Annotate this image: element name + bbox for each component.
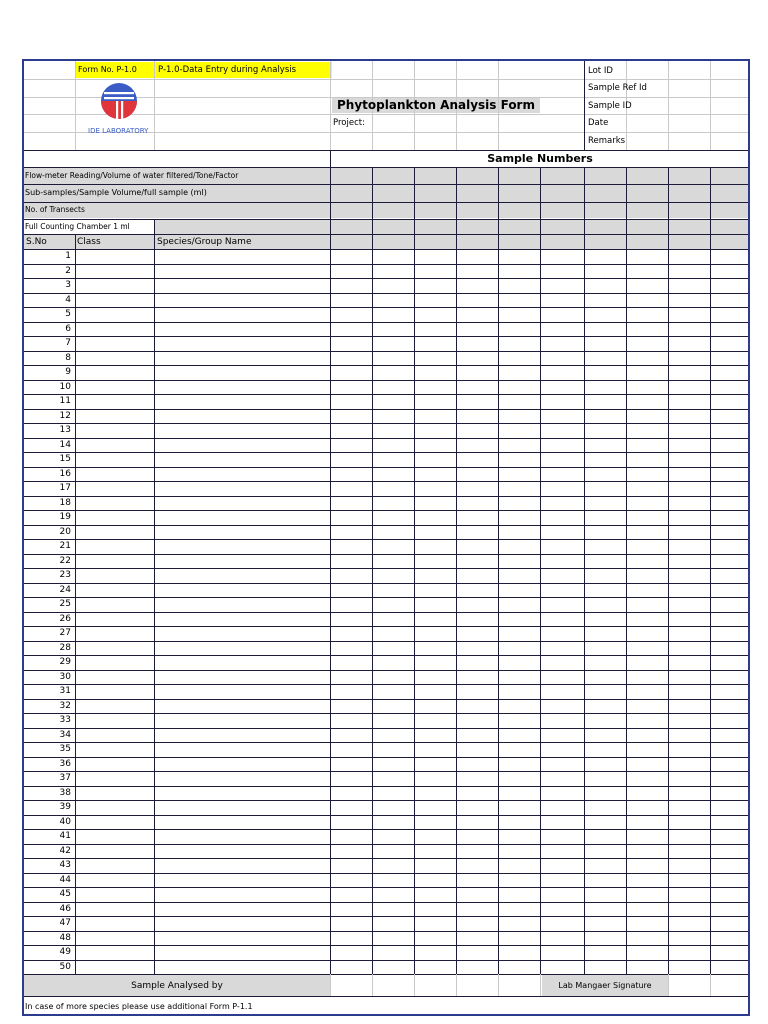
row-number: 2 [65, 266, 71, 276]
row-number: 11 [59, 396, 71, 406]
right-field-2: Sample ID [588, 101, 632, 111]
row-number: 14 [59, 440, 71, 450]
row-number: 38 [59, 788, 71, 798]
grid-line-h [24, 858, 748, 859]
grid-line-v [498, 974, 499, 996]
grid-line-v [154, 220, 155, 974]
row-number: 28 [59, 643, 71, 653]
grid-line-h [24, 800, 748, 801]
grid-line-h [24, 742, 748, 743]
row-number: 23 [59, 570, 71, 580]
phytoplankton-form [22, 59, 750, 1016]
grid-line-h [24, 264, 748, 265]
row-number: 19 [59, 512, 71, 522]
row-number: 30 [59, 672, 71, 682]
grid-line-h [24, 510, 748, 511]
grid-line-h [24, 626, 748, 627]
row-number: 43 [59, 860, 71, 870]
row-number: 16 [59, 469, 71, 479]
grid-line-h [24, 351, 748, 352]
grid-line-v [330, 150, 331, 167]
row-number: 32 [59, 701, 71, 711]
row-number: 17 [59, 483, 71, 493]
row-number: 25 [59, 599, 71, 609]
grid-line-v [540, 167, 541, 974]
grid-line-v [75, 234, 76, 974]
row-number: 22 [59, 556, 71, 566]
row-number: 50 [59, 962, 71, 972]
grid-line-h [24, 365, 748, 366]
grid-line-h [24, 322, 748, 323]
grid-line-v [584, 167, 585, 974]
grid-line-v [584, 61, 585, 150]
grid-line-h [24, 974, 748, 975]
right-field-0: Lot ID [588, 66, 613, 76]
grid-line-h [24, 771, 748, 772]
row-number: 48 [59, 933, 71, 943]
grid-line-v [668, 974, 669, 996]
grid-line-h [24, 423, 748, 424]
row-number: 37 [59, 773, 71, 783]
grid-line-v [498, 167, 499, 974]
col-header-sno: S.No [26, 237, 47, 247]
row-number: 41 [59, 831, 71, 841]
grid-line-h [24, 481, 748, 482]
grid-line-v [414, 167, 415, 974]
lab-logo-icon [92, 81, 142, 125]
grid-line-v [330, 974, 331, 996]
grid-line-h [24, 996, 748, 997]
grid-line-v [668, 167, 669, 974]
grid-line-v [626, 167, 627, 974]
grid-line-h [24, 757, 748, 758]
row-number: 45 [59, 889, 71, 899]
col-header-class: Class [77, 237, 101, 247]
grid-line-h [24, 539, 748, 540]
grid-line-h [24, 829, 748, 830]
row-number: 40 [59, 817, 71, 827]
row-number: 10 [59, 382, 71, 392]
info-row-chamber: Full Counting Chamber 1 ml [25, 222, 130, 231]
grid-line-h [24, 568, 748, 569]
row-number: 39 [59, 802, 71, 812]
row-number: 12 [59, 411, 71, 421]
grid-line-h [24, 655, 748, 656]
grid-line-h [24, 844, 748, 845]
row-number: 31 [59, 686, 71, 696]
row-number: 7 [65, 338, 71, 348]
row-number: 18 [59, 498, 71, 508]
grid-line-v [710, 974, 711, 996]
row-number: 29 [59, 657, 71, 667]
info-row-subsamples: Sub-samples/Sample Volume/full sample (ml) [25, 188, 207, 197]
row-number: 13 [59, 425, 71, 435]
grid-line-h [24, 394, 748, 395]
row-number: 1 [65, 251, 71, 261]
row-number: 35 [59, 744, 71, 754]
row-number: 6 [65, 324, 71, 334]
grid-line-v [456, 167, 457, 974]
grid-line-h [24, 902, 748, 903]
row-number: 33 [59, 715, 71, 725]
row-number: 26 [59, 614, 71, 624]
sample-numbers-heading: Sample Numbers [487, 152, 593, 165]
info-row-fill [154, 220, 748, 235]
row-number: 44 [59, 875, 71, 885]
grid-line-h [24, 931, 748, 932]
grid-line-h [24, 293, 748, 294]
project-label: Project: [333, 118, 365, 128]
grid-line-h [24, 887, 748, 888]
right-field-3: Date [588, 118, 609, 128]
grid-line-h [24, 699, 748, 700]
row-number: 34 [59, 730, 71, 740]
row-number: 20 [59, 527, 71, 537]
row-number: 46 [59, 904, 71, 914]
lab-name: IDE LABORATORY [88, 127, 149, 135]
grid-line-h [24, 554, 748, 555]
row-number: 47 [59, 918, 71, 928]
grid-line-v [330, 167, 331, 974]
grid-line-v [372, 974, 373, 996]
grid-line-h [24, 278, 748, 279]
grid-line-v [414, 974, 415, 996]
grid-line-h [24, 670, 748, 671]
grid-line-h [24, 684, 748, 685]
grid-line-h [24, 597, 748, 598]
lab-manager-signature-label: Lab Mangaer Signature [558, 981, 652, 990]
lab-logo [92, 81, 142, 125]
info-row-transects: No. of Transects [25, 205, 85, 214]
sample-analysed-by-label: Sample Analysed by [131, 981, 223, 991]
grid-line-h [24, 438, 748, 439]
grid-line-h [24, 960, 748, 961]
grid-line-h [24, 307, 748, 308]
grid-line-h [24, 945, 748, 946]
grid-line-v [710, 61, 711, 150]
row-number: 4 [65, 295, 71, 305]
form-description: P-1.0-Data Entry during Analysis [158, 65, 297, 75]
grid-line-h [24, 815, 748, 816]
grid-line-v [372, 167, 373, 974]
right-field-4: Remarks [588, 136, 626, 146]
grid-line-h [24, 713, 748, 714]
row-number: 24 [59, 585, 71, 595]
info-row-flowmeter: Flow-meter Reading/Volume of water filtered/Tone/Factor [25, 171, 239, 180]
row-number: 42 [59, 846, 71, 856]
grid-line-h [24, 249, 748, 250]
grid-line-h [24, 873, 748, 874]
row-number: 15 [59, 454, 71, 464]
col-header-species: Species/Group Name [157, 237, 252, 247]
grid-line-v [456, 974, 457, 996]
grid-line-v [710, 167, 711, 974]
form-title: Phytoplankton Analysis Form [337, 98, 535, 112]
form-number: Form No. P-1.0 [78, 65, 137, 74]
grid-line-h [24, 336, 748, 337]
grid-line-h [24, 916, 748, 917]
grid-line-h [24, 525, 748, 526]
grid-line-h [24, 583, 748, 584]
grid-line-v [540, 974, 541, 996]
row-number: 9 [65, 367, 71, 377]
row-number: 21 [59, 541, 71, 551]
grid-line-h [24, 612, 748, 613]
grid-line-h [24, 728, 748, 729]
grid-line-h [24, 467, 748, 468]
grid-line-h [24, 786, 748, 787]
grid-line-h [24, 641, 748, 642]
row-number: 36 [59, 759, 71, 769]
grid-line-h [24, 409, 748, 410]
row-number: 8 [65, 353, 71, 363]
row-number: 49 [59, 947, 71, 957]
row-number: 3 [65, 280, 71, 290]
row-number: 5 [65, 309, 71, 319]
footer-note: In case of more species please use additional Form P-1.1 [25, 1002, 253, 1011]
right-field-1: Sample Ref Id [588, 83, 647, 93]
grid-line-h [24, 496, 748, 497]
grid-line-h [24, 380, 748, 381]
grid-line-h [24, 452, 748, 453]
row-number: 27 [59, 628, 71, 638]
